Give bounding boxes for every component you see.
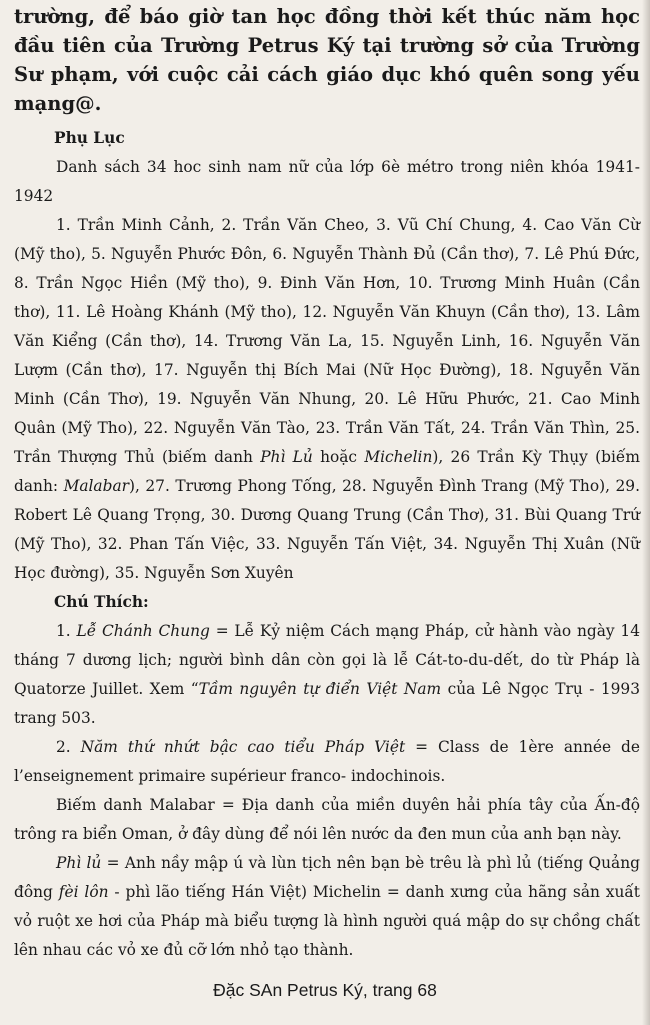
note-1-number: 1. bbox=[56, 622, 77, 640]
nickname-phi-lu: Phì Lủ bbox=[260, 448, 313, 466]
intro-paragraph: trường, để báo giờ tan học đồng thời kết thúc năm học đầu tiên của Trường Petrus Ký tại trường sở của Trường Sư phạm, với cuộc cải cách giáo dục khó quên song yếu mạng@. bbox=[14, 5, 640, 115]
student-list-part-c: ), 27. Trương Phong Tống, 28. Nguyễn Đình Trang (Mỹ Tho), 29. Robert Lê Quang Trọng, 30. Dương Quang Trung (Cần Thơ), 31. Bùi Quang Trứ (Mỹ Tho), 32. Phan Tấn Việc, 33. Nguyễn Tấn Việt, 34. Nguyễn Thị Xuân (Nữ Học đường), 35. Nguyễn Sơn Xuyên bbox=[14, 477, 640, 582]
note-phi-lu-tail: - phì lão tiếng Hán Việt) Michelin = danh xưng của hãng sản xuất vỏ ruột xe hơi của Pháp mà biểu tượng là hình người quá mập do sự chồng chất lên nhau các vỏ xe đủ cỡ lớn nhỏ tạo thành. bbox=[14, 883, 640, 959]
note-2-term: Năm thứ nhứt bậc cao tiểu Pháp Việt bbox=[80, 738, 406, 756]
page-body bbox=[14, 2, 640, 965]
student-list-or: hoặc bbox=[312, 448, 365, 466]
page-edge-shadow bbox=[642, 0, 650, 1025]
note-phi-lu-text: = Anh nầy mập ú và lùn tịch nên bạn bè trêu là phì lủ (tiếng Quảng đông bbox=[14, 854, 640, 901]
note-1-text: = Lễ Kỷ niệm Cách mạng Pháp, cử hành vào ngày 14 tháng 7 dương lịch; người bình dân còn gọi là lễ Cát-to-du-dết, do từ Pháp là Quatorze Juillet. Xem “ bbox=[14, 622, 641, 698]
note-phi-lu bbox=[14, 849, 640, 965]
notes-heading: Chú Thích: bbox=[54, 593, 149, 611]
note-malabar: Biếm danh Malabar = Địa danh của miền duyên hải phía tây của Ấn-độ trông ra biển Oman, ở đây dùng để nói lên nước da đen mun của anh bạn này. bbox=[14, 796, 640, 843]
note-1-term: Lễ Chánh Chung bbox=[76, 622, 210, 640]
note-1-reference: Tầm nguyên tự điển Việt Nam bbox=[198, 680, 442, 698]
page-footer: Đặc SAn Petrus Ký, trang 68 bbox=[213, 980, 437, 1000]
note-2-number: 2. bbox=[56, 738, 81, 756]
note-2-text: = Class de 1ère année de l’enseignement primaire supérieur franco- indochinois. bbox=[14, 738, 640, 785]
student-list-part-a: 1. Trần Minh Cảnh, 2. Trần Văn Cheo, 3. Vũ Chí Chung, 4. Cao Văn Cừ (Mỹ tho), 5. Nguyễn Phước Đôn, 6. Nguyễn Thành Đủ (Cần thơ), 7. Lê Phú Đức, 8. Trần Ngọc Hiền (Mỹ tho), 9. Đinh Văn Hơn, 10. Trương Minh Huân (Cần thơ), 11. Lê Hoàng Khánh (Mỹ tho), 12. Nguyễn Văn Khuyn (Cần thơ), 13. Lâm Văn Kiểng (Cần thơ), 14. Trương Văn La, 15. Nguyễn Linh, 16. Nguyễn Văn Lượm (Cần thơ), 17. Nguyễn thị Bích Mai (Nữ Học Đường), 18. Nguyễn Văn Minh (Cần Thơ), 19. Nguyễn Văn Nhung, 20. Lê Hữu Phước, 21. Cao Minh Quân (Mỹ Tho), 22. Nguyễn Văn Tào, 23. Trần Văn Tất, 24. Trần Văn Thìn, 25. Trần Thượng Thủ (biếm danh bbox=[14, 216, 640, 466]
student-list-part-b: ), 26 Trần Kỳ Thụy (biếm danh: bbox=[14, 448, 640, 495]
nickname-malabar: Malabar bbox=[63, 477, 129, 495]
appendix-heading: Phụ Lục bbox=[54, 129, 125, 147]
note-1-tail: của Lê Ngọc Trụ - 1993 trang 503. bbox=[14, 680, 641, 727]
note-1 bbox=[14, 617, 640, 733]
nickname-michelin: Michelin bbox=[364, 448, 433, 466]
student-list bbox=[14, 211, 640, 588]
appendix-caption: Danh sách 34 hoc sinh nam nữ của lớp 6è métro trong niên khóa 1941-1942 bbox=[14, 158, 640, 205]
note-2 bbox=[14, 733, 640, 791]
note-phi-lu-term: Phì lủ bbox=[56, 854, 102, 872]
note-phi-lu-cantonese: fèi lôn bbox=[58, 883, 109, 901]
